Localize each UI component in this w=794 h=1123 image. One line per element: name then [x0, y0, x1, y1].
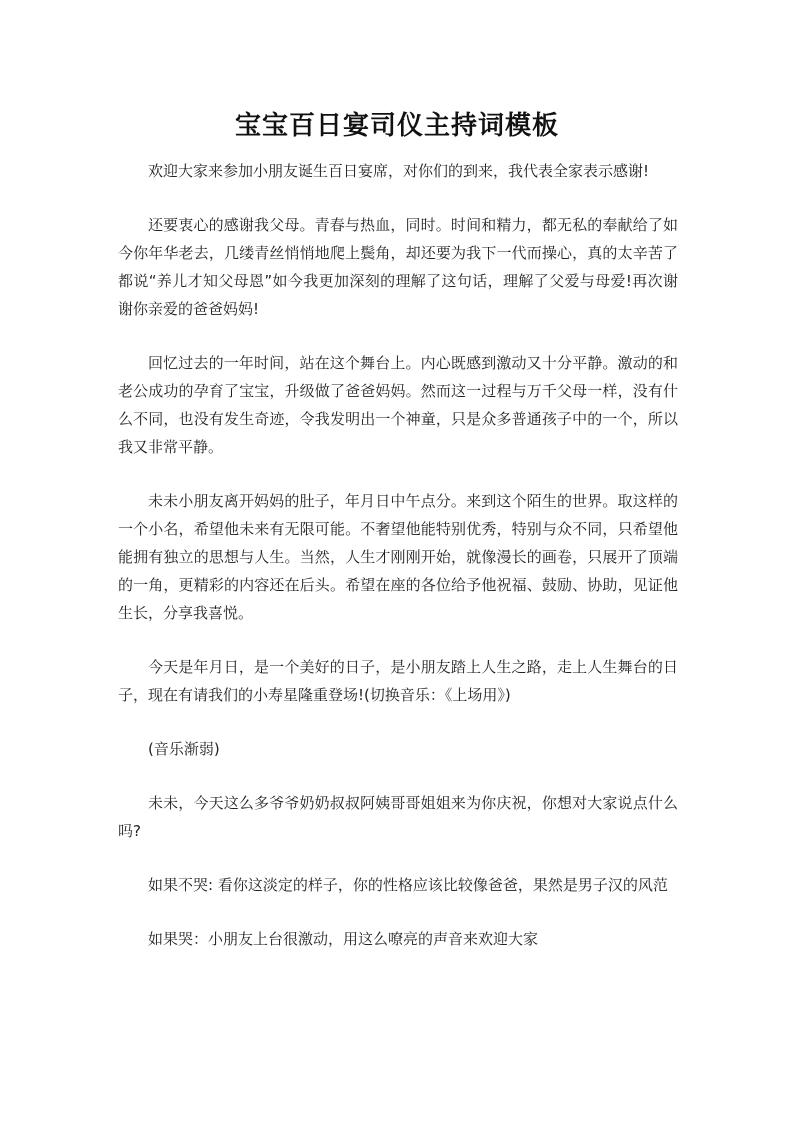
paragraph-question: 未未，今天这么多爷爷奶奶叔叔阿姨哥哥姐姐来为你庆祝，你想对大家说点什么吗?	[118, 794, 678, 840]
paragraph-welcome: 欢迎大家来参加小朋友诞生百日宴席，对你们的到来，我代表全家表示感谢!	[148, 162, 650, 180]
document-body	[118, 157, 678, 953]
paragraph-music-fade: (音乐渐弱)	[148, 740, 220, 758]
paragraph-if-not-crying: 如果不哭: 看你这淡定的样子，你的性格应该比较像爸爸，果然是男子汉的风范	[148, 876, 668, 894]
paragraph-baby-birth: 未未小朋友离开妈妈的肚子，年月日中午点分。来到这个陌生的世界。取这样的一个小名，希望他未来有无限可能。不奢望他能特别优秀，特别与众不同，只希望他能拥有独立的思想与人生。当然，人生才刚刚开始，就像漫长的画卷，只展开了顶端的一角，更精彩的内容还在后头。希望在座的各位给予他祝福、鼓励、协助，见证他生长，分享我喜悦。	[118, 492, 678, 622]
paragraph-thanks-parents: 还要衷心的感谢我父母。青春与热血，同时。时间和精力，都无私的奉献给了如今你年华老去，几缕青丝悄悄地爬上鬓角，却还要为我下一代而操心，真的太辛苦了都说“养儿才知父母恩”如今我更加深刻的理解了这句话，理解了父爱与母爱!再次谢谢你亲爱的爸爸妈妈!	[118, 216, 678, 318]
paragraph-recollection: 回忆过去的一年时间，站在这个舞台上。内心既感到激动又十分平静。激动的和老公成功的孕育了宝宝，升级做了爸爸妈妈。然而这一过程与万千父母一样，没有什么不同，也没有发生奇迹，令我发明出一个神童，只是众多普通孩子中的一个，所以我又非常平静。	[118, 354, 678, 456]
document-title: 宝宝百日宴司仪主持词模板	[234, 111, 559, 141]
paragraph-introduction: 今天是年月日，是一个美好的日子，是小朋友踏上人生之路，走上人生舞台的日子，现在有请我们的小寿星隆重登场!(切换音乐：《上场用》)	[118, 658, 678, 704]
paragraph-if-crying: 如果哭：小朋友上台很激动，用这么嘹亮的声音来欢迎大家	[148, 930, 539, 948]
